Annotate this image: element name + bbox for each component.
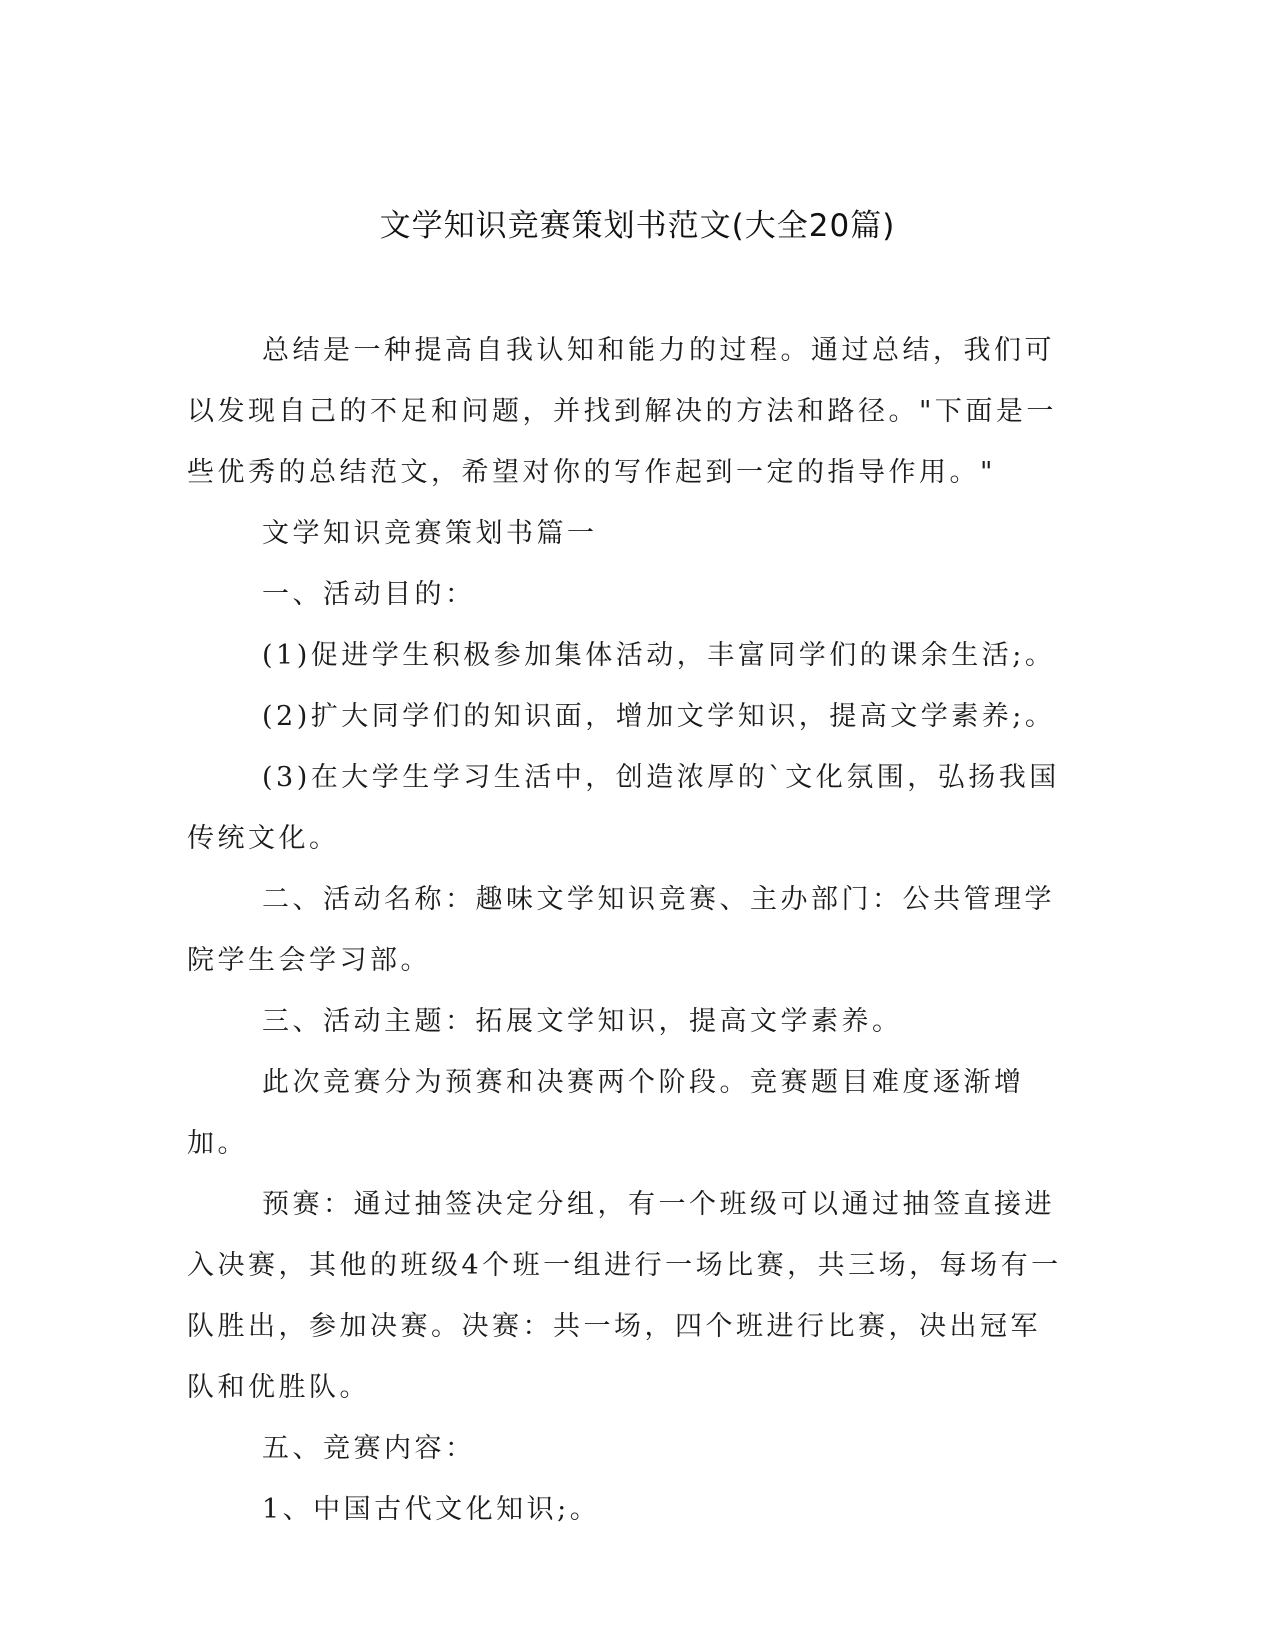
paragraph-preliminary: 预赛：通过抽签决定分组，有一个班级可以通过抽签直接进入决赛，其他的班级4个班一组进行一场比赛，共三场，每场有一队胜出，参加决赛。决赛：共一场，四个班进行比赛，决出冠军队和优胜队。	[187, 1189, 1062, 1403]
paragraph-purpose-1: (1)促进学生积极参加集体活动，丰富同学们的课余生活;。	[262, 640, 1056, 671]
paragraph-heading-content: 五、竞赛内容：	[262, 1433, 476, 1464]
paragraph-intro: 总结是一种提高自我认知和能力的过程。通过总结，我们可以发现自己的不足和问题，并找到解决的方法和路径。"下面是一些优秀的总结范文，希望对你的写作起到一定的指导作用。"	[187, 335, 1057, 488]
document-title: 文学知识竞赛策划书范文(大全20篇)	[379, 208, 896, 244]
paragraph-activity-name: 二、活动名称：趣味文学知识竞赛、主办部门：公共管理学院学生会学习部。	[187, 884, 1055, 976]
paragraph-activity-theme: 三、活动主题：拓展文学知识，提高文学素养。	[262, 1006, 903, 1037]
paragraph-heading-purpose: 一、活动目的：	[262, 579, 476, 610]
paragraph-purpose-3: (3)在大学生学习生活中，创造浓厚的`文化氛围，弘扬我国传统文化。	[187, 762, 1060, 854]
paragraph-section-heading: 文学知识竞赛策划书篇一	[262, 518, 598, 549]
paragraph-purpose-2: (2)扩大同学们的知识面，增加文学知识，提高文学素养;。	[262, 701, 1056, 732]
document-body	[187, 320, 1067, 1540]
paragraph-stages: 此次竞赛分为预赛和决赛两个阶段。竞赛题目难度逐渐增加。	[187, 1067, 1025, 1159]
paragraph-content-1: 1、中国古代文化知识;。	[262, 1494, 601, 1525]
